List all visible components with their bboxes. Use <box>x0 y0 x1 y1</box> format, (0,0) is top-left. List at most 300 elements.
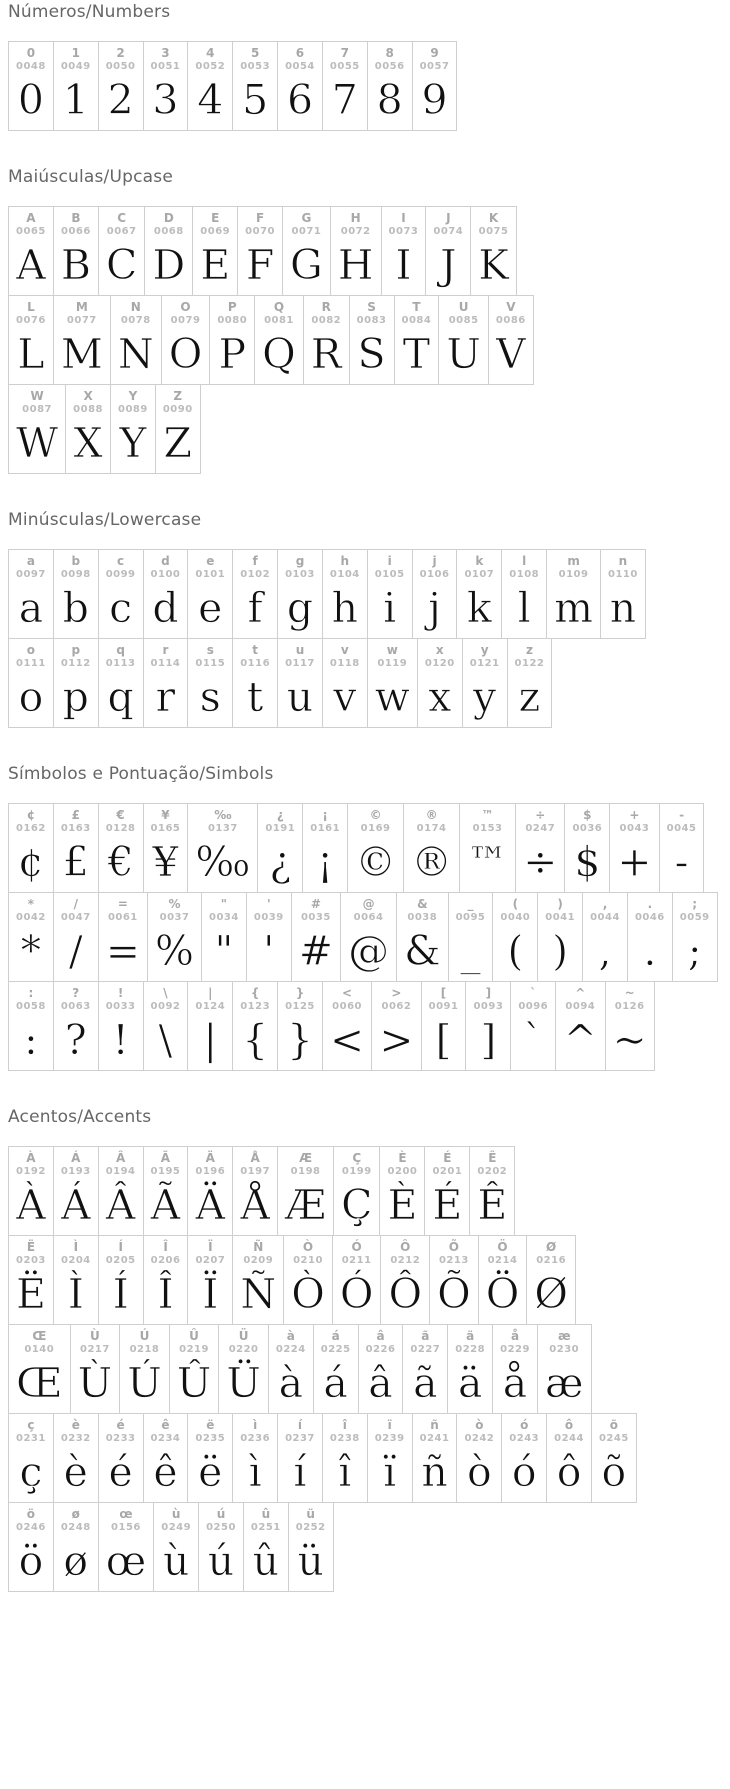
char-code: 0198 <box>290 1166 321 1177</box>
glyph-cell <box>193 207 238 295</box>
glyph-cell <box>54 982 99 1070</box>
char-code: 0204 <box>60 1255 91 1266</box>
glyph-preview: É <box>432 1181 463 1229</box>
char-label: À <box>26 1151 36 1165</box>
char-code: 0070 <box>245 226 276 237</box>
glyph-cell <box>381 1236 430 1324</box>
glyph-cell <box>9 639 54 727</box>
glyph-cell <box>292 893 341 981</box>
glyph-preview: Ù <box>77 1359 113 1407</box>
char-label: " <box>220 897 228 911</box>
char-label: * <box>27 897 35 911</box>
char-label: % <box>168 897 181 911</box>
char-label: Œ <box>32 1329 47 1343</box>
glyph-preview: # <box>298 927 334 975</box>
char-label: æ <box>557 1329 571 1343</box>
char-label: m <box>567 554 580 568</box>
char-code: 0162 <box>16 823 46 834</box>
glyph-cell <box>403 1325 448 1413</box>
glyph-preview: ^ <box>563 1016 598 1064</box>
char-code: 0103 <box>285 569 315 580</box>
char-code: 0033 <box>105 1001 136 1012</box>
glyph-preview: ò <box>467 1448 492 1496</box>
char-code: 0125 <box>285 1001 315 1012</box>
char-code: 0224 <box>275 1344 306 1355</box>
glyph-cell <box>9 1236 54 1324</box>
glyph-cell <box>145 207 193 295</box>
char-code: 0071 <box>291 226 322 237</box>
char-label: Ô <box>400 1240 411 1254</box>
char-label: S <box>367 300 376 314</box>
glyph-preview: : <box>24 1016 38 1064</box>
glyph-preview: ú <box>207 1537 235 1585</box>
glyph-preview: ë <box>198 1448 223 1496</box>
char-code: 0095 <box>455 912 486 923</box>
glyph-cell <box>493 1325 538 1413</box>
char-code: 0047 <box>60 912 91 923</box>
glyph-preview: Ë <box>16 1270 46 1318</box>
char-code: 0055 <box>329 61 360 72</box>
char-code: 0197 <box>240 1166 271 1177</box>
char-code: 0088 <box>73 404 103 415</box>
char-label: œ <box>119 1507 133 1521</box>
glyph-preview: + <box>617 838 652 886</box>
glyph-preview: ç <box>19 1448 43 1496</box>
glyph-cell <box>170 1325 220 1413</box>
glyph-preview: Ñ <box>240 1270 277 1318</box>
char-label: ¥ <box>161 808 170 822</box>
char-label: û <box>261 1507 271 1521</box>
glyph-preview: œ <box>105 1537 147 1585</box>
glyph-cell <box>99 804 144 892</box>
char-label: i <box>387 554 392 568</box>
glyph-cell <box>457 1414 502 1502</box>
glyph-cell <box>413 550 458 638</box>
glyph-cell <box>368 1414 413 1502</box>
glyph-preview: S <box>357 330 386 378</box>
glyph-preview: 0 <box>17 76 44 124</box>
glyph-preview: 1 <box>62 76 89 124</box>
glyph-cell <box>233 1236 284 1324</box>
char-label: M <box>75 300 88 314</box>
glyph-row <box>8 1235 576 1325</box>
glyph-preview: k <box>466 584 492 632</box>
glyph-cell <box>188 639 233 727</box>
char-label: & <box>417 897 428 911</box>
char-label: _ <box>467 897 474 911</box>
glyph-cell <box>341 893 397 981</box>
char-label: ¢ <box>26 808 36 822</box>
char-code: 0194 <box>105 1166 136 1177</box>
char-label: g <box>295 554 305 568</box>
char-code: 0210 <box>293 1255 323 1266</box>
glyph-preview: ã <box>413 1359 438 1407</box>
glyph-cell <box>9 1414 54 1502</box>
char-code: 0244 <box>554 1433 584 1444</box>
char-label: Ñ <box>253 1240 264 1254</box>
glyph-cell <box>54 1414 99 1502</box>
char-label: b <box>71 554 81 568</box>
char-label: è <box>71 1418 80 1432</box>
glyph-preview: U <box>446 330 481 378</box>
glyph-cell <box>493 893 538 981</box>
glyph-row <box>8 803 704 893</box>
glyph-cell <box>162 296 211 384</box>
char-label: a <box>26 554 35 568</box>
glyph-preview: Œ <box>16 1359 63 1407</box>
char-label: w <box>386 643 398 657</box>
glyph-preview: q <box>107 673 134 721</box>
glyph-preview: I <box>395 241 412 289</box>
glyph-preview: Û <box>176 1359 212 1407</box>
glyph-preview: 9 <box>421 76 448 124</box>
char-label: Õ <box>448 1240 459 1254</box>
glyph-cell <box>9 296 54 384</box>
glyph-preview: p <box>62 673 89 721</box>
char-code: 0109 <box>558 569 589 580</box>
glyph-cell <box>601 550 645 638</box>
glyph-preview: ö <box>18 1537 44 1585</box>
char-code: 0073 <box>388 226 419 237</box>
char-label: r <box>162 643 169 657</box>
glyph-preview: f <box>247 584 263 632</box>
char-label: î <box>342 1418 347 1432</box>
glyph-preview: 5 <box>242 76 269 124</box>
glyph-cell <box>479 1236 528 1324</box>
char-code: 0231 <box>16 1433 46 1444</box>
char-code: 0065 <box>16 226 46 237</box>
glyph-cell <box>314 1325 359 1413</box>
char-code: 0081 <box>264 315 294 326</box>
char-label: D <box>163 211 174 225</box>
glyph-row <box>8 1324 592 1414</box>
glyph-preview: [ <box>435 1016 452 1064</box>
glyph-cell <box>457 550 502 638</box>
glyph-preview: R <box>310 330 342 378</box>
char-code: 0218 <box>129 1344 160 1355</box>
char-label: ^ <box>575 986 586 1000</box>
char-label: ä <box>466 1329 475 1343</box>
glyph-preview: ¢ <box>17 838 44 886</box>
char-code: 0105 <box>374 569 405 580</box>
glyph-cell <box>210 296 255 384</box>
char-code: 0078 <box>120 315 151 326</box>
glyph-preview: i <box>383 584 397 632</box>
char-label: Á <box>71 1151 81 1165</box>
char-label: Y <box>128 389 138 403</box>
glyph-preview: d <box>152 584 179 632</box>
char-label: = <box>117 897 128 911</box>
char-label: á <box>331 1329 340 1343</box>
char-label: Ø <box>546 1240 557 1254</box>
char-code: 0045 <box>666 823 697 834</box>
char-label: x <box>435 643 444 657</box>
char-code: 0034 <box>209 912 239 923</box>
char-code: 0106 <box>419 569 450 580</box>
glyph-preview: D <box>152 241 186 289</box>
char-label: å <box>510 1329 520 1343</box>
char-label: à <box>286 1329 295 1343</box>
char-code: 0251 <box>250 1522 281 1533</box>
char-label: ) <box>557 897 563 911</box>
glyph-cell <box>333 1236 382 1324</box>
char-label: ê <box>161 1418 170 1432</box>
glyph-row <box>8 1413 637 1503</box>
char-label: Û <box>189 1329 199 1343</box>
glyph-preview: 4 <box>197 76 224 124</box>
char-label: Â <box>115 1151 126 1165</box>
glyph-cell <box>466 982 511 1070</box>
glyph-cell <box>334 1147 380 1235</box>
char-code: 0038 <box>407 912 438 923</box>
char-label: 9 <box>430 46 439 60</box>
char-code: 0140 <box>24 1344 55 1355</box>
section-title: Acentos/Accents <box>8 1107 152 1127</box>
glyph-cell <box>418 639 463 727</box>
glyph-preview: 2 <box>107 76 134 124</box>
glyph-cell <box>54 296 111 384</box>
char-label: ` <box>530 986 537 1000</box>
glyph-cell <box>54 1236 99 1324</box>
glyph-preview: V <box>496 330 526 378</box>
glyph-preview: H <box>337 241 374 289</box>
char-label: e <box>206 554 215 568</box>
char-code: 0245 <box>598 1433 629 1444</box>
glyph-section <box>8 167 722 474</box>
char-label: t <box>252 643 259 657</box>
char-code: 0110 <box>608 569 638 580</box>
char-code: 0082 <box>311 315 342 326</box>
char-code: 0092 <box>150 1001 181 1012</box>
char-code: 0093 <box>473 1001 504 1012</box>
glyph-preview: ' <box>263 927 275 975</box>
glyph-cell <box>9 550 54 638</box>
glyph-cell <box>323 639 368 727</box>
glyph-preview: e <box>198 584 223 632</box>
char-label: Q <box>273 300 285 314</box>
char-label: ô <box>564 1418 574 1432</box>
glyph-cell <box>278 639 323 727</box>
glyph-cell <box>233 42 278 130</box>
char-label: 0 <box>26 46 36 60</box>
char-label: ë <box>206 1418 215 1432</box>
glyph-cell <box>502 1414 547 1502</box>
char-code: 0128 <box>105 823 136 834</box>
glyph-cell <box>144 1147 189 1235</box>
glyph-cell <box>99 207 145 295</box>
glyph-cell <box>269 1325 314 1413</box>
char-label: ï <box>387 1418 392 1432</box>
glyph-preview: Ú <box>127 1359 162 1407</box>
char-label: O <box>180 300 191 314</box>
glyph-rows <box>8 803 722 1071</box>
glyph-preview: F <box>245 241 275 289</box>
glyph-preview: Á <box>60 1181 91 1229</box>
char-label: ó <box>520 1418 529 1432</box>
char-label: ] <box>485 986 492 1000</box>
glyph-cell <box>233 982 278 1070</box>
glyph-rows <box>8 549 722 728</box>
glyph-cell <box>144 1414 189 1502</box>
char-label: ú <box>216 1507 226 1521</box>
glyph-row <box>8 892 718 982</box>
glyph-preview: 6 <box>286 76 314 124</box>
glyph-preview: Ã <box>150 1181 181 1229</box>
char-label: R <box>321 300 331 314</box>
glyph-cell <box>66 385 111 473</box>
section-title: Símbolos e Pontuação/Simbols <box>8 764 274 784</box>
glyph-cell <box>368 550 413 638</box>
glyph-cell <box>323 42 368 130</box>
glyph-preview: ¡ <box>316 838 334 886</box>
char-code: 0229 <box>500 1344 530 1355</box>
char-code: 0064 <box>353 912 384 923</box>
glyph-preview: < <box>329 1016 365 1064</box>
glyph-cell <box>233 550 278 638</box>
char-label: ' <box>266 897 271 911</box>
glyph-preview: í <box>293 1448 307 1496</box>
glyph-cell <box>283 207 331 295</box>
glyph-preview: ? <box>64 1016 87 1064</box>
glyph-preview: W <box>16 419 59 467</box>
char-label: q <box>116 643 125 657</box>
char-label: } <box>295 986 305 1000</box>
glyph-row <box>8 206 517 296</box>
glyph-cell <box>527 1236 575 1324</box>
char-label: k <box>475 554 484 568</box>
glyph-preview: z <box>518 673 541 721</box>
char-code: 0234 <box>150 1433 181 1444</box>
char-label: É <box>443 1151 452 1165</box>
glyph-cell <box>448 1325 493 1413</box>
char-code: 0036 <box>572 823 603 834</box>
char-label: E <box>211 211 220 225</box>
char-code: 0115 <box>195 658 226 669</box>
glyph-preview: Æ <box>285 1181 327 1229</box>
char-code: 0169 <box>360 823 391 834</box>
glyph-preview: Â <box>105 1181 136 1229</box>
char-code: 0116 <box>240 658 271 669</box>
char-label: Ã <box>160 1151 171 1165</box>
glyph-cell <box>359 1325 404 1413</box>
char-code: 0225 <box>320 1344 351 1355</box>
glyph-cell <box>144 982 189 1070</box>
char-code: 0084 <box>401 315 432 326</box>
glyph-rows <box>8 41 722 131</box>
char-label: Ò <box>302 1240 314 1254</box>
glyph-cell <box>556 982 605 1070</box>
glyph-preview: g <box>286 584 314 632</box>
glyph-cell <box>289 1503 333 1591</box>
glyph-cell <box>9 207 54 295</box>
char-label: | <box>208 986 213 1000</box>
char-code: 0068 <box>153 226 184 237</box>
glyph-cell <box>188 804 258 892</box>
char-label: õ <box>609 1418 619 1432</box>
glyph-preview: ) <box>552 927 569 975</box>
char-code: 0247 <box>525 823 556 834</box>
char-label: 2 <box>116 46 125 60</box>
char-code: 0123 <box>240 1001 271 1012</box>
glyph-preview: Ø <box>534 1270 568 1318</box>
glyph-preview: ` <box>522 1016 544 1064</box>
glyph-preview: - <box>674 838 689 886</box>
char-label: + <box>629 808 640 822</box>
glyph-preview: = <box>105 927 141 975</box>
glyph-cell <box>9 893 54 981</box>
glyph-cell <box>54 804 99 892</box>
glyph-preview: ¥ <box>152 838 179 886</box>
char-code: 0113 <box>105 658 136 669</box>
glyph-cell <box>188 1414 233 1502</box>
char-code: 0053 <box>240 61 271 72</box>
glyph-section <box>8 764 722 1071</box>
char-label: 5 <box>250 46 260 60</box>
glyph-preview: î <box>338 1448 352 1496</box>
char-label: ì <box>253 1418 258 1432</box>
char-label: ù <box>171 1507 181 1521</box>
glyph-cell <box>565 804 610 892</box>
glyph-cell <box>382 207 427 295</box>
section-title: Minúsculas/Lowercase <box>8 510 202 530</box>
char-label: l <box>522 554 527 568</box>
glyph-preview: L <box>17 330 45 378</box>
char-code: 0217 <box>80 1344 110 1355</box>
char-code: 0099 <box>105 569 136 580</box>
glyph-cell <box>449 893 494 981</box>
char-label: N <box>130 300 141 314</box>
char-code: 0195 <box>150 1166 181 1177</box>
char-label: W <box>30 389 44 403</box>
glyph-cell <box>430 1236 479 1324</box>
glyph-preview: ñ <box>421 1448 448 1496</box>
glyph-cell <box>54 42 99 130</box>
glyph-cell <box>278 1147 334 1235</box>
char-code: 0219 <box>179 1344 209 1355</box>
glyph-cell <box>489 296 533 384</box>
char-code: 0086 <box>495 315 526 326</box>
char-label: â <box>376 1329 385 1343</box>
char-label: H <box>350 211 361 225</box>
glyph-cell <box>471 207 516 295</box>
glyph-cell <box>413 1414 458 1502</box>
char-label: Ï <box>208 1240 213 1254</box>
char-label: Ö <box>497 1240 508 1254</box>
char-label: z <box>525 643 533 657</box>
char-code: 0052 <box>195 61 226 72</box>
glyph-cell <box>303 804 348 892</box>
char-label: © <box>369 808 382 822</box>
glyph-preview: A <box>16 241 46 289</box>
glyph-cell <box>395 296 440 384</box>
glyph-preview: £ <box>62 838 89 886</box>
char-code: 0174 <box>416 823 447 834</box>
char-label: Z <box>173 389 183 403</box>
glyph-cell <box>120 1325 170 1413</box>
glyph-cell <box>54 207 99 295</box>
char-code: 0156 <box>111 1522 141 1533</box>
glyph-preview: Õ <box>437 1270 471 1318</box>
glyph-preview: x <box>428 673 452 721</box>
glyph-cell <box>9 1503 54 1591</box>
glyph-cell <box>9 42 54 130</box>
char-label: T <box>412 300 421 314</box>
char-code: 0196 <box>195 1166 226 1177</box>
char-code: 0117 <box>285 658 315 669</box>
char-code: 0094 <box>565 1001 596 1012</box>
char-code: 0061 <box>107 912 138 923</box>
glyph-cell <box>148 893 202 981</box>
